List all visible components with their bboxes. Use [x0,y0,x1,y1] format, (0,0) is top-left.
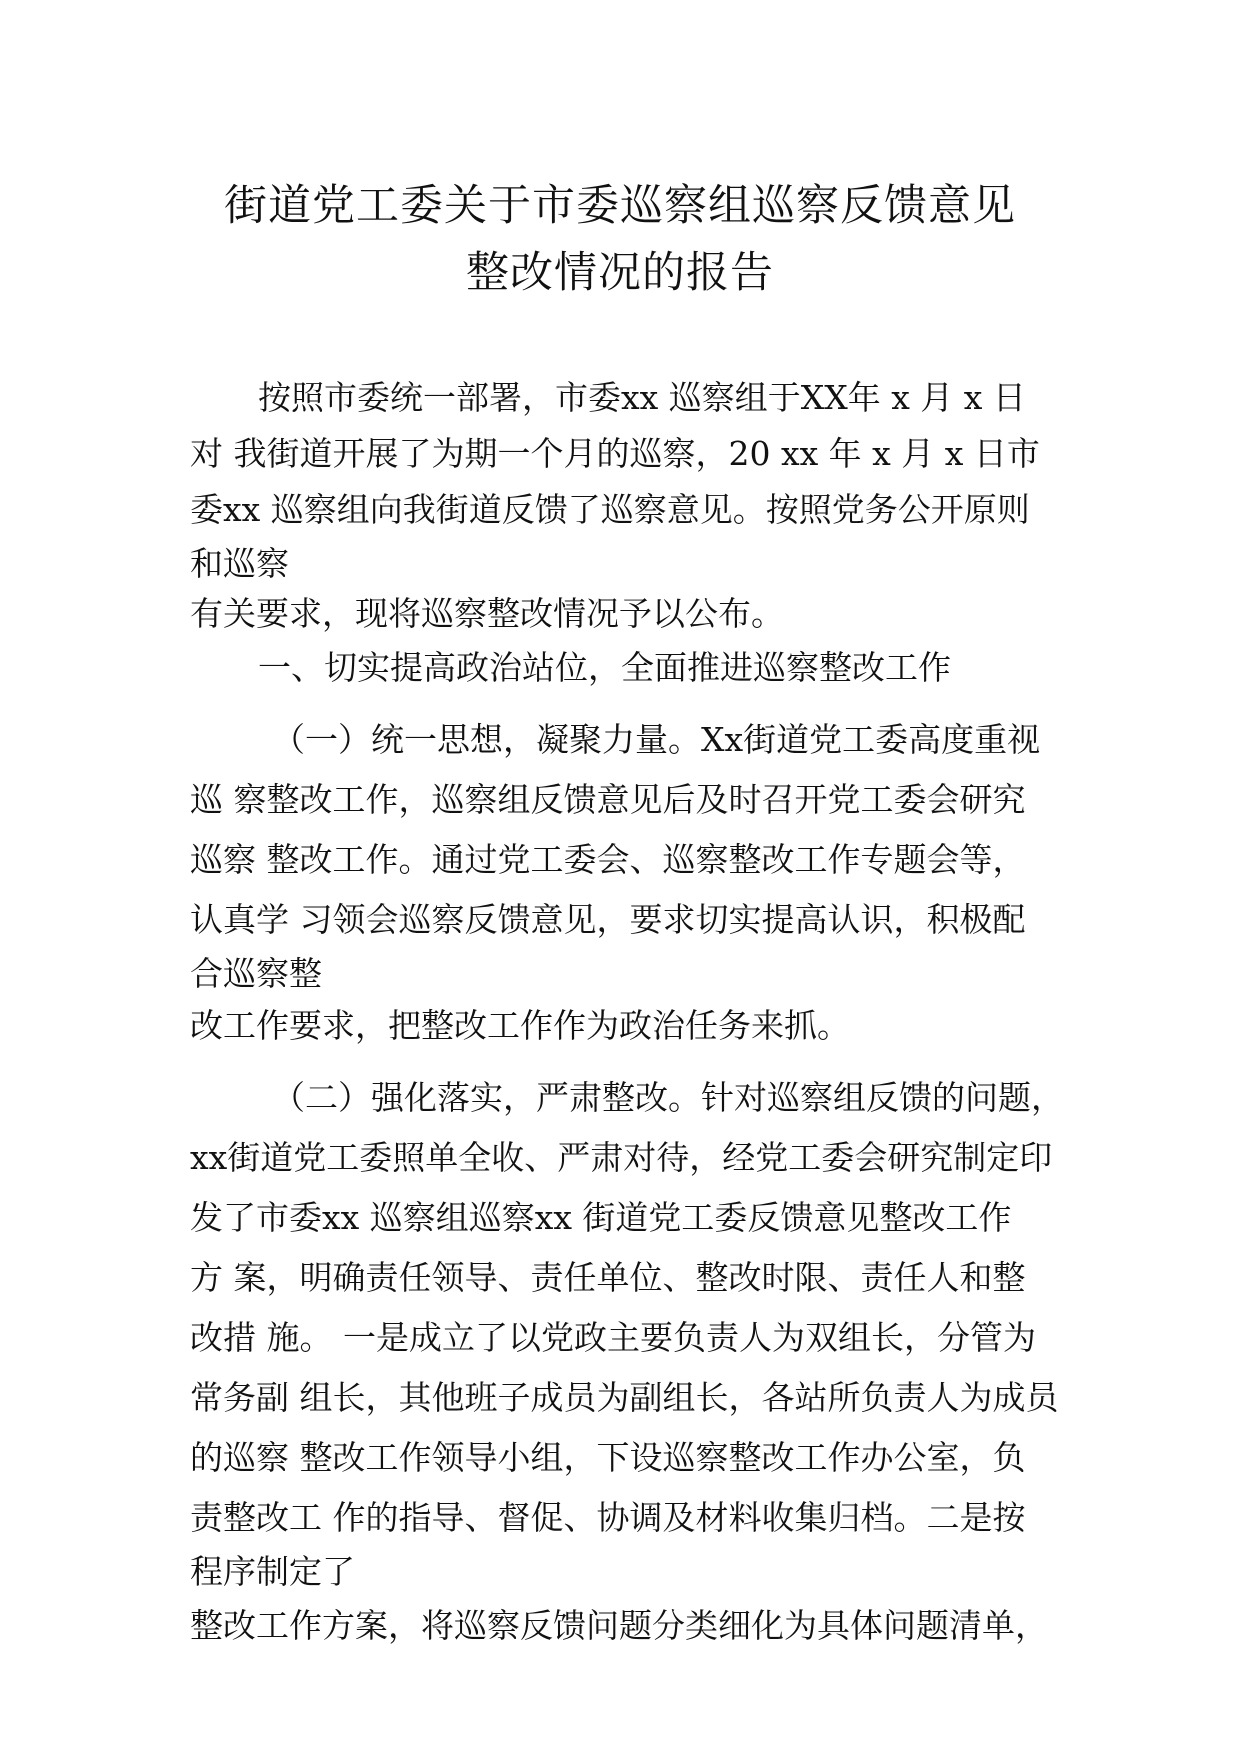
paragraph-section-1-2-line: 责整改工 作的指导、督促、协调及材料收集归档。二是按 [190,1498,1026,1537]
paragraph-section-1-2-line: 常务副 组长，其他班子成员为副组长，各站所负责人为成员 [190,1378,1059,1417]
paragraph-intro-line: 有关要求，现将巡察整改情况予以公布。 [190,594,784,633]
paragraph-section-1-2-line: 的巡察 整改工作领导小组，下设巡察整改工作办公室，负 [190,1438,1026,1477]
paragraph-intro-line: 对 我街道开展了为期一个月的巡察，20 xx 年 x 月 x 日市 [190,434,1040,473]
paragraph-section-1-2-line: xx街道党工委照单全收、严肃对待，经党工委会研究制定印 [190,1138,1053,1177]
paragraph-section-1-1-line: 改工作要求，把整改工作作为政治任务来抓。 [190,1006,850,1045]
paragraph-intro-line: 委xx 巡察组向我街道反馈了巡察意见。按照党务公开原则 [190,490,1030,529]
paragraph-section-1-1-line: 认真学 习领会巡察反馈意见，要求切实提高认识，积极配 [190,900,1026,939]
paragraph-section-1-2-line: 方 案，明确责任领导、责任单位、整改时限、责任人和整 [190,1258,1026,1297]
paragraph-section-1-1-line: 巡察 整改工作。通过党工委会、巡察整改工作专题会等， [190,840,1026,879]
paragraph-section-1-1-line: 巡 察整改工作，巡察组反馈意见后及时召开党工委会研究 [190,780,1026,819]
paragraph-section-1-2-line: （二）强化落实，严肃整改。针对巡察组反馈的问题， [272,1078,1064,1117]
paragraph-intro-line: 按照市委统一部署，市委xx 巡察组于XX年 x 月 x 日 [258,378,1026,417]
report-title-line-2: 整改情况的报告 [466,248,774,298]
paragraph-section-1-1-line: （一）统一思想，凝聚力量。Xx街道党工委高度重视 [272,720,1041,759]
paragraph-section-1-2-line: 整改工作方案，将巡察反馈问题分类细化为具体问题清单， [190,1606,1048,1645]
section-heading-1: 一、切实提高政治站位，全面推进巡察整改工作 [258,648,951,687]
paragraph-section-1-2-line: 改措 施。 一是成立了以党政主要负责人为双组长，分管为 [190,1318,1036,1357]
report-title-line-1: 街道党工委关于市委巡察组巡察反馈意见 [224,181,1016,231]
paragraph-intro-line: 和巡察 [190,544,289,583]
paragraph-section-1-2-line: 发了市委xx 巡察组巡察xx 街道党工委反馈意见整改工作 [190,1198,1012,1237]
paragraph-section-1-1-line: 合巡察整 [190,954,322,993]
paragraph-section-1-2-line: 程序制定了 [190,1552,355,1591]
